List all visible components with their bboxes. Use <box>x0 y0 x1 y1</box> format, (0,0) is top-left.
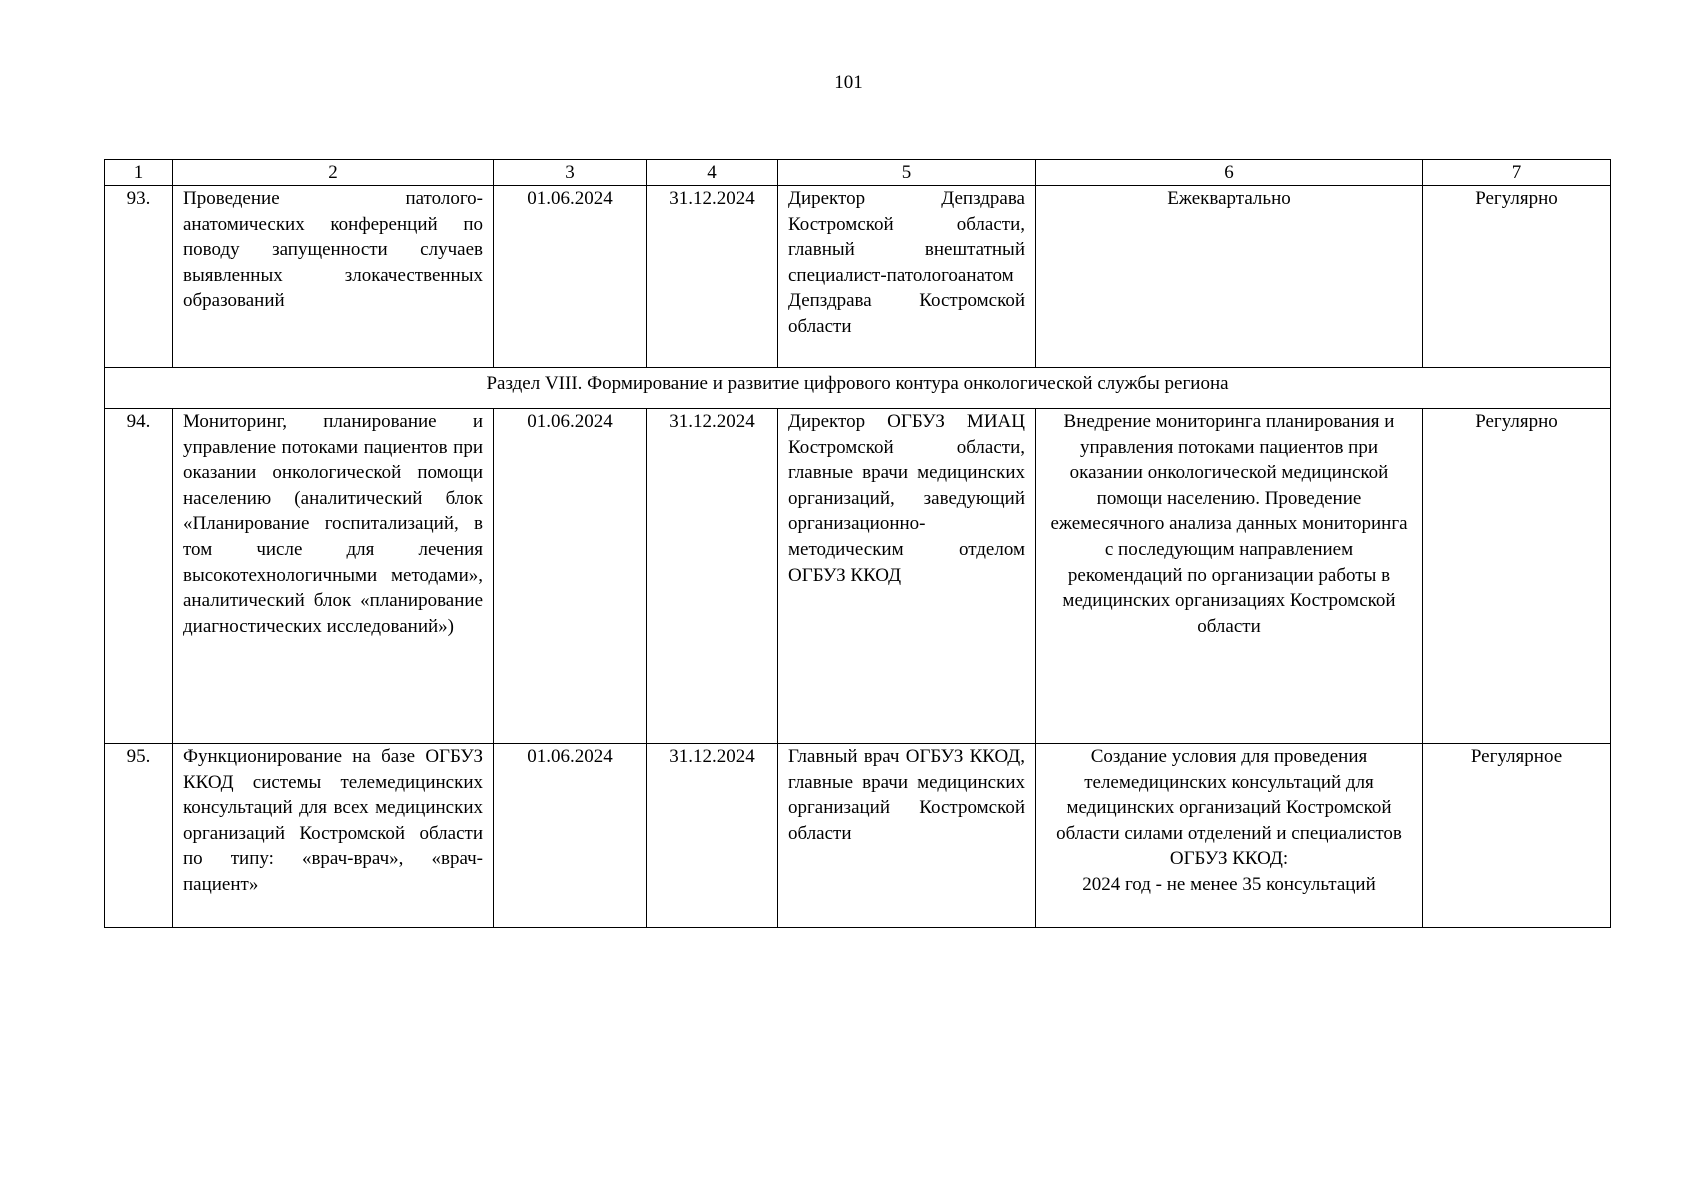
result-cell: Внедрение мониторинга планирования и управления потоками пациентов при оказании онкологической медицинской помощи населению. Проведение ежемесячного анализа данных мониторинга с последующим направлением рекомендаций по организации работы в медицинских организациях Костромской области <box>1036 409 1423 744</box>
page-number: 101 <box>834 72 863 93</box>
row-number: 93. <box>105 186 173 368</box>
activity-cell: Мониторинг, планирование и управление потоками пациентов при оказании онкологической помощи населению (аналитический блок «Планирование госпитализаций, в том числе для лечения высокотехнологичными методами», аналитический блок «планирование диагностических исследований») <box>173 409 494 744</box>
start-date-cell: 01.06.2024 <box>494 186 647 368</box>
result-cell: Создание условия для проведения телемедицинских консультаций для медицинских организаций Костромской области силами отделений и специалистов ОГБУЗ ККОД: 2024 год - не менее 35 консультаций <box>1036 744 1423 928</box>
end-date-cell: 31.12.2024 <box>647 409 778 744</box>
table-row <box>105 409 1611 744</box>
column-header: 3 <box>494 160 647 186</box>
end-date-cell: 31.12.2024 <box>647 744 778 928</box>
frequency-cell: Регулярно <box>1423 409 1611 744</box>
result-cell: Ежеквартально <box>1036 186 1423 368</box>
frequency-cell: Регулярное <box>1423 744 1611 928</box>
responsible-cell: Главный врач ОГБУЗ ККОД, главные врачи медицинских организаций Костромской области <box>778 744 1036 928</box>
section-title: Раздел VIII. Формирование и развитие цифрового контура онкологической службы региона <box>105 368 1611 409</box>
row-number: 94. <box>105 409 173 744</box>
section-row <box>105 368 1611 409</box>
start-date-cell: 01.06.2024 <box>494 744 647 928</box>
column-header: 7 <box>1423 160 1611 186</box>
activity-table <box>104 159 1611 928</box>
column-header: 5 <box>778 160 1036 186</box>
responsible-cell: Директор ОГБУЗ МИАЦ Костромской области, главные врачи медицинских организаций, заведующий организационно-методическим отделом ОГБУЗ ККОД <box>778 409 1036 744</box>
column-number-row <box>105 160 1611 186</box>
end-date-cell: 31.12.2024 <box>647 186 778 368</box>
start-date-cell: 01.06.2024 <box>494 409 647 744</box>
column-header: 6 <box>1036 160 1423 186</box>
table-row <box>105 186 1611 368</box>
responsible-cell: Директор Депздрава Костромской области, главный внештатный специалист-патологоанатом Депздрава Костромской области <box>778 186 1036 368</box>
activity-cell: Функционирование на базе ОГБУЗ ККОД системы телемедицинских консультаций для всех медицинских организаций Костромской области по типу: «врач-врач», «врач-пациент» <box>173 744 494 928</box>
activity-cell: Проведение патолого-анатомических конференций по поводу запущенности случаев выявленных злокачественных образований <box>173 186 494 368</box>
table-row <box>105 744 1611 928</box>
column-header: 1 <box>105 160 173 186</box>
column-header: 2 <box>173 160 494 186</box>
column-header: 4 <box>647 160 778 186</box>
frequency-cell: Регулярно <box>1423 186 1611 368</box>
row-number: 95. <box>105 744 173 928</box>
